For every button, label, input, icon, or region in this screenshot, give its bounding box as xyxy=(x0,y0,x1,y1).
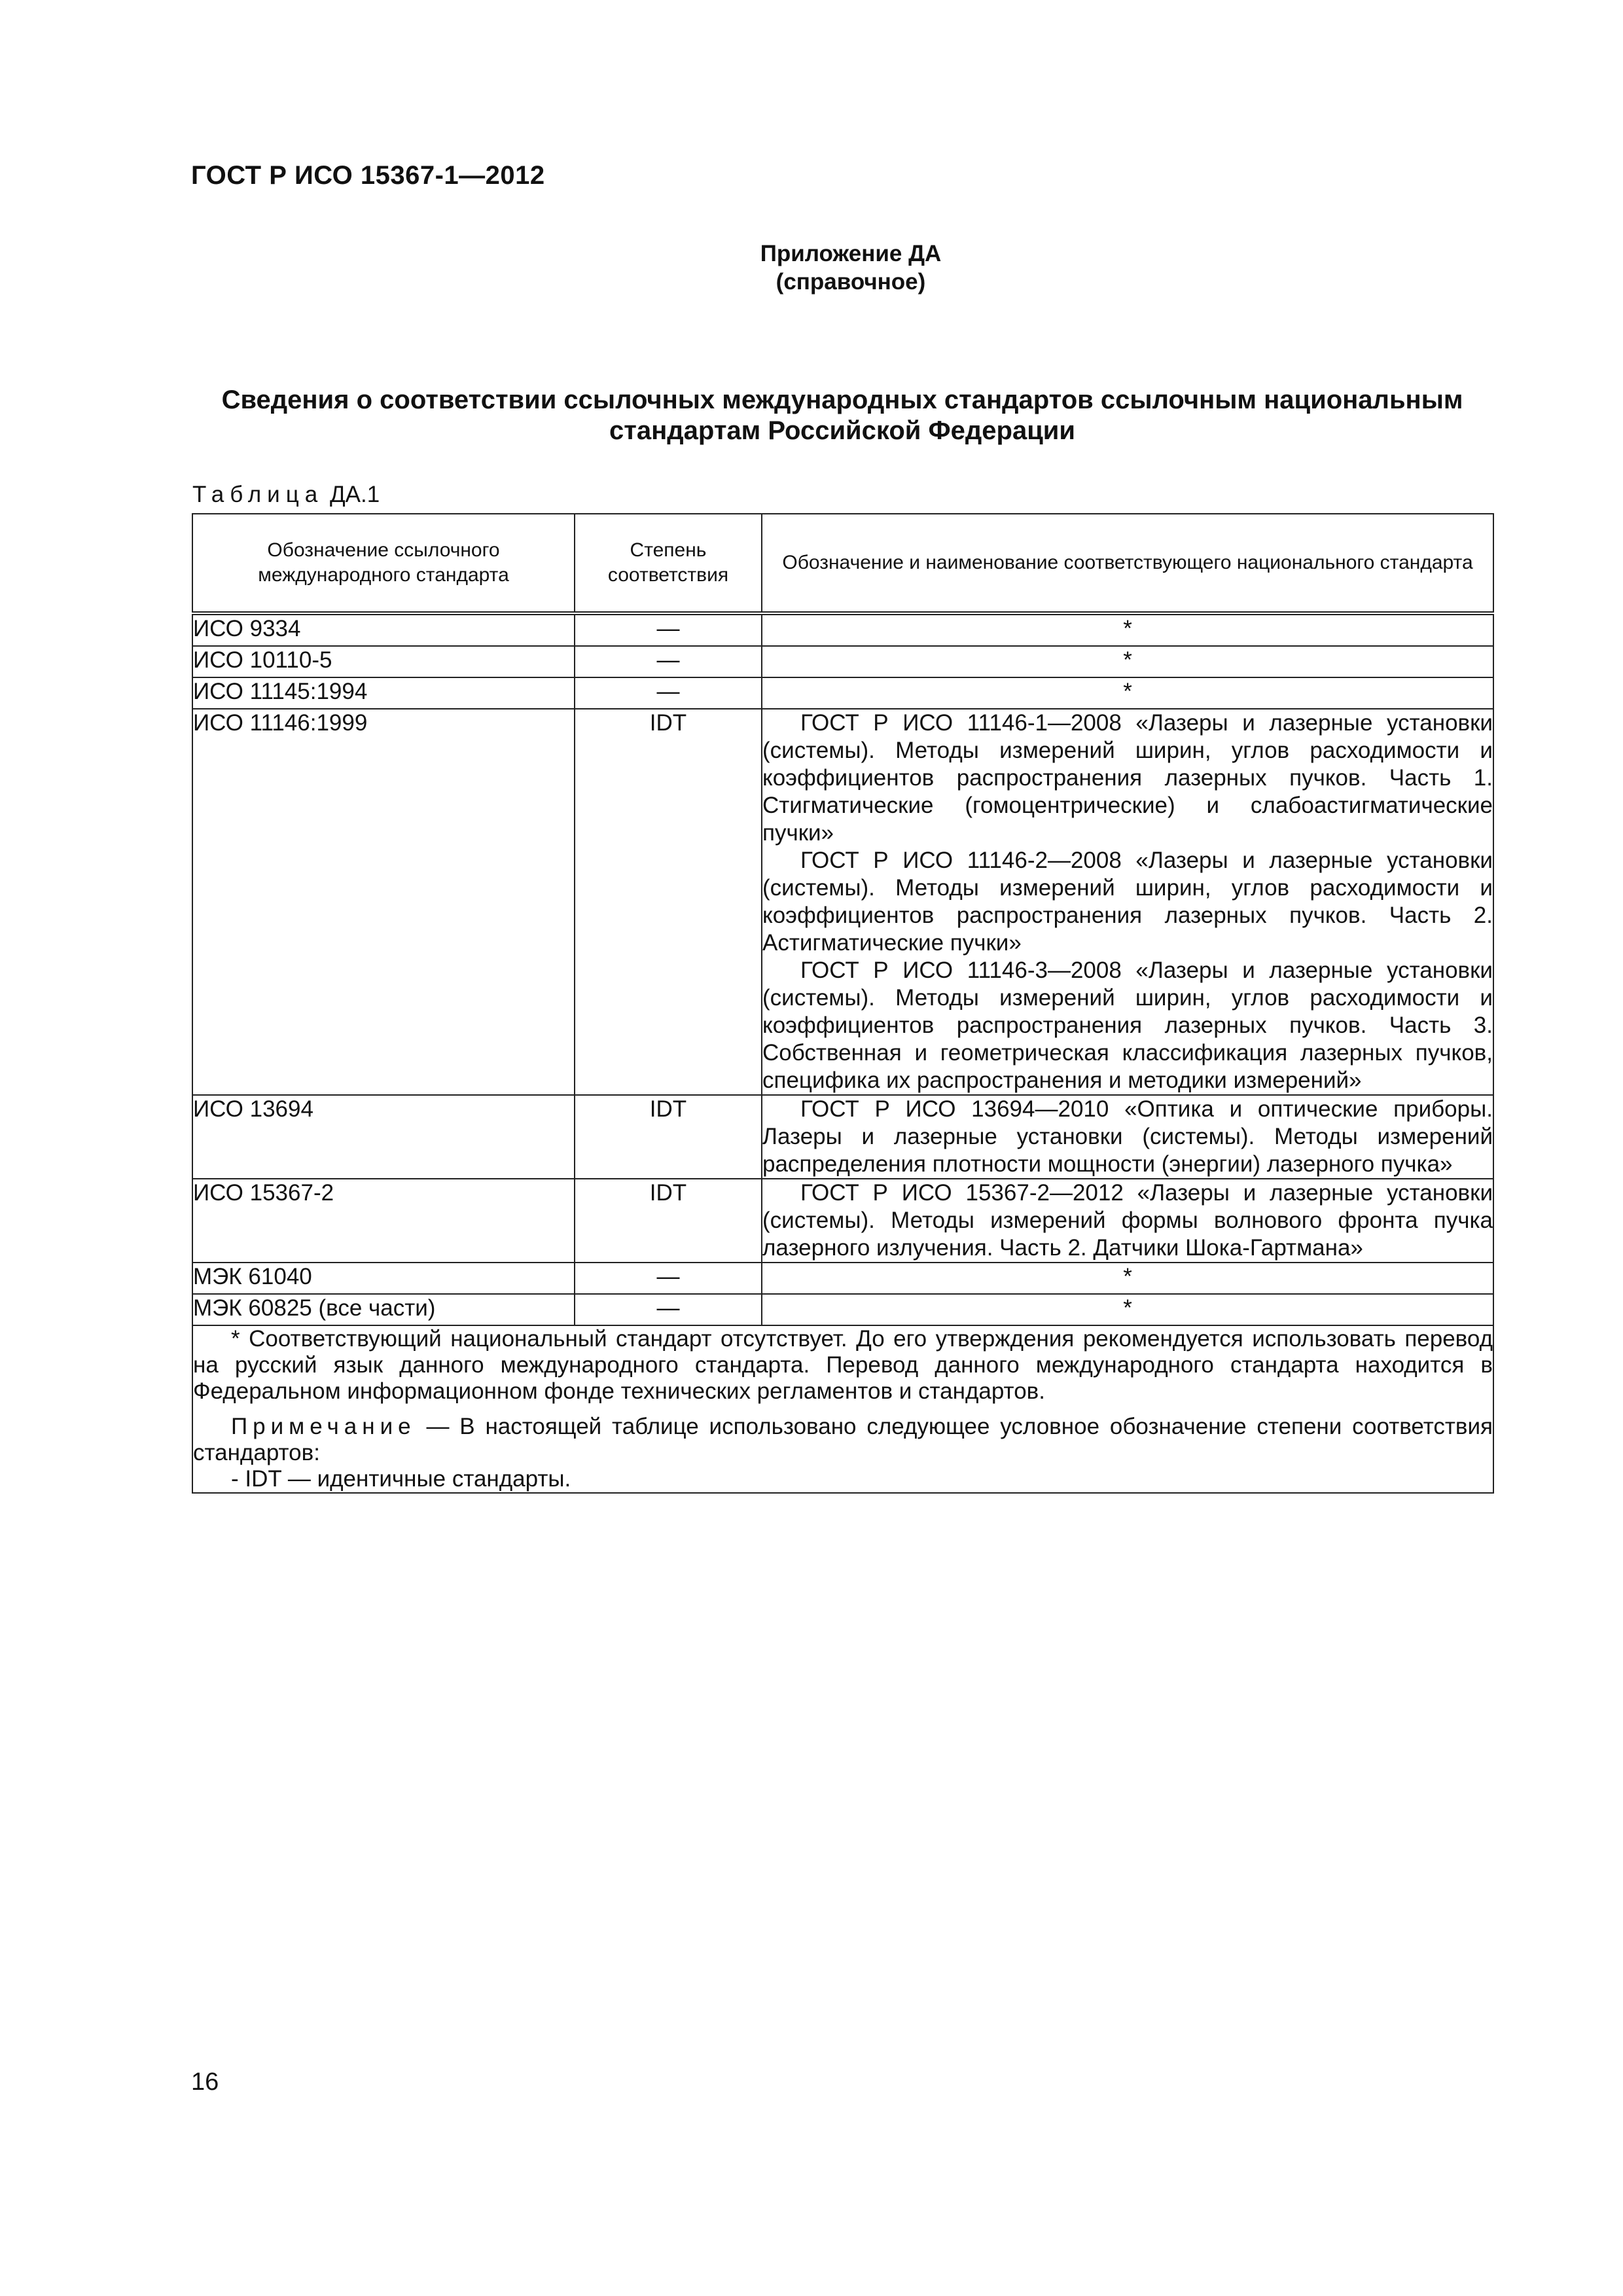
correspondence-table xyxy=(192,513,1494,1494)
cell-degree: IDT xyxy=(575,709,762,1095)
section-title-line-1: Сведения о соответствии ссылочных международных стандартов ссылочным национальным xyxy=(221,386,1463,414)
cell-degree: — xyxy=(575,646,762,677)
note-item: - IDT — идентичные стандарты. xyxy=(231,1466,571,1492)
table-note xyxy=(193,1414,1493,1466)
cell-degree: IDT xyxy=(575,1179,762,1263)
table-row xyxy=(192,1095,1493,1179)
section-title xyxy=(191,385,1493,446)
table-row xyxy=(192,709,1493,1095)
national-standard-entry: ГОСТ Р ИСО 13694—2010 «Оптика и оптические приборы. Лазеры и лазерные установки (системы). Методы измерений распределения плотности мощности (энергии) лазерного пучка» xyxy=(762,1096,1493,1177)
document-code: ГОСТ Р ИСО 15367-1—2012 xyxy=(191,161,545,190)
cell-national: * xyxy=(762,1263,1493,1294)
cell-national: * xyxy=(762,1294,1493,1325)
cell-code: МЭК 61040 xyxy=(192,1263,575,1294)
national-standard-entry: ГОСТ Р ИСО 11146-2—2008 «Лазеры и лазерные установки (системы). Методы измерений ширин, углов расходимости и коэффициентов распространения лазерных пучков. Часть 2. Астигматические пучки» xyxy=(762,848,1493,956)
table-caption-label: Таблица xyxy=(192,482,324,507)
table-caption-number: ДА.1 xyxy=(329,482,380,507)
cell-national: * xyxy=(762,646,1493,677)
cell-degree: — xyxy=(575,613,762,646)
header-national-standard: Обозначение и наименование соответствующего национального стандарта xyxy=(762,514,1493,613)
national-standard-entry: ГОСТ Р ИСО 15367-2—2012 «Лазеры и лазерные установки (системы). Методы измерений формы волнового фронта пучка лазерного излучения. Часть 2. Датчики Шока-Гартмана» xyxy=(762,1180,1493,1261)
table-row xyxy=(192,613,1493,646)
cell-code: ИСО 13694 xyxy=(192,1095,575,1179)
page-number: 16 xyxy=(191,2068,219,2096)
national-standard-entry: ГОСТ Р ИСО 11146-3—2008 «Лазеры и лазерные установки (системы). Методы измерений ширин, углов расходимости и коэффициентов распространения лазерных пучков. Часть 3. Собственная и геометрическая классификация лазерных пучков, специфика их распространения и методики измерений» xyxy=(762,958,1493,1093)
cell-national: * xyxy=(762,613,1493,646)
cell-code: ИСО 11146:1999 xyxy=(192,709,575,1095)
note-text: — В настоящей таблице использовано следующее условное обозначение степени соответствия стандартов: xyxy=(193,1414,1493,1465)
cell-degree: — xyxy=(575,677,762,709)
national-standard-entry: ГОСТ Р ИСО 11146-1—2008 «Лазеры и лазерные установки (системы). Методы измерений ширин, углов расходимости и коэффициентов распространения лазерных пучков. Часть 1. Стигматические (гомоцентрические) и слабоастигматические пучки» xyxy=(762,710,1493,846)
table-row xyxy=(192,646,1493,677)
table-notes-row xyxy=(192,1325,1493,1493)
table-footnote: * Соответствующий национальный стандарт отсутствует. До его утверждения рекомендуется использовать перевод на русский язык данного международного стандарта. Перевод данного международного стандарта находится в Федеральном информационном фонде технических регламентов и стандартов. xyxy=(193,1326,1493,1404)
table-header-row xyxy=(192,514,1493,613)
cell-code: ИСО 11145:1994 xyxy=(192,677,575,709)
cell-degree: — xyxy=(575,1263,762,1294)
cell-code: МЭК 60825 (все части) xyxy=(192,1294,575,1325)
table-row xyxy=(192,1179,1493,1263)
cell-code: ИСО 9334 xyxy=(192,613,575,646)
cell-national xyxy=(762,1179,1493,1263)
cell-code: ИСО 15367-2 xyxy=(192,1179,575,1263)
cell-national xyxy=(762,1095,1493,1179)
table-notes xyxy=(192,1325,1493,1493)
header-degree: Степень соответствия xyxy=(575,514,762,613)
appendix-title: Приложение ДА xyxy=(760,241,942,266)
cell-degree: IDT xyxy=(575,1095,762,1179)
table-caption xyxy=(192,482,380,508)
header-international-standard: Обозначение ссылочного международного стандарта xyxy=(192,514,575,613)
section-title-line-2: стандартам Российской Федерации xyxy=(609,416,1075,445)
cell-national xyxy=(762,709,1493,1095)
table-row xyxy=(192,677,1493,709)
cell-degree: — xyxy=(575,1294,762,1325)
note-label: Примечание xyxy=(231,1414,416,1439)
cell-national: * xyxy=(762,677,1493,709)
cell-code: ИСО 10110-5 xyxy=(192,646,575,677)
table-row xyxy=(192,1263,1493,1294)
appendix-subtitle: (справочное) xyxy=(776,269,926,295)
table-row xyxy=(192,1294,1493,1325)
appendix-heading xyxy=(654,240,1047,296)
